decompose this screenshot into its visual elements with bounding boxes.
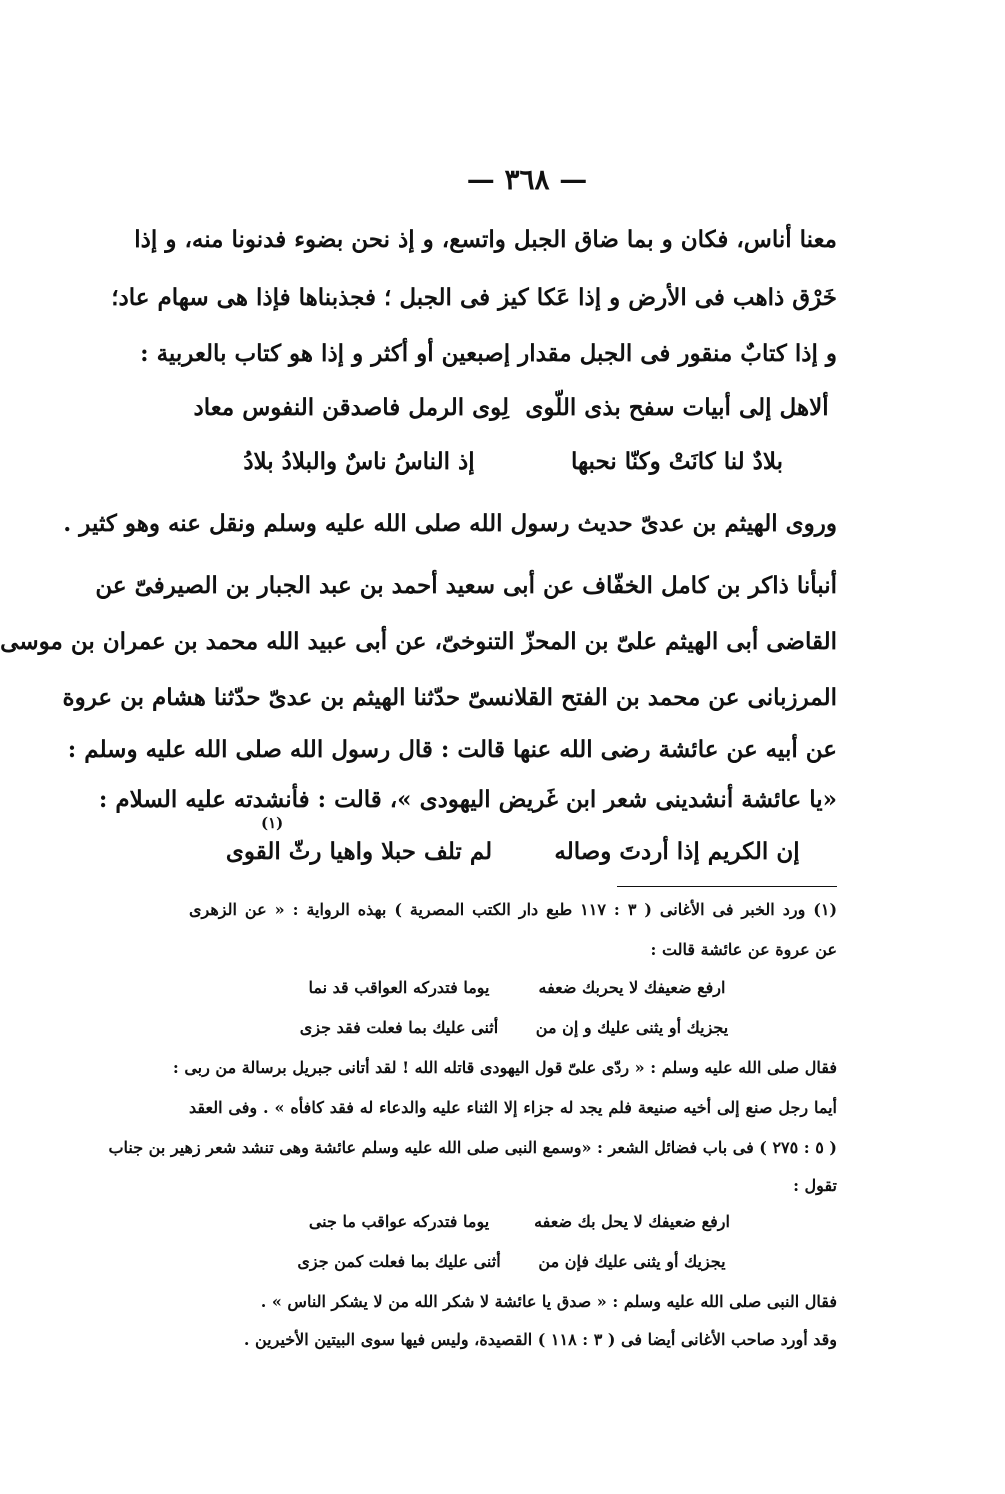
- footnote-verse-a1-first: ارفع ضعيفك لا يحربك ضعفه: [538, 978, 726, 997]
- footnote-line-1: (١) ورد الخبر فى الأغانى ( ٣ : ١١٧ طبع دار الكتب المصرية ) بهذه الرواية : « عن الزهرى: [189, 900, 838, 919]
- footnote-para-line-2: أيما رجل صنع إلى أخيه صنيعة فلم يجد له جزاء إلا الثناء عليه والدعاء له فقد كافأه » . وفى العقد: [189, 1098, 837, 1117]
- footnote-para-line-4: تقول :: [793, 1176, 837, 1195]
- footnote-marker: (١): [261, 814, 284, 832]
- footnote-verse-b2-second: أثنى عليك بما فعلت كمن جزى: [297, 1252, 501, 1271]
- footnote-para-line-1: فقال صلى الله عليه وسلم : « ردّى علىّ قول اليهودى قاتله الله ! لقد أتانى جبريل برسالة من ربى :: [172, 1058, 837, 1077]
- verse-1: [189, 394, 837, 434]
- footnote-verse-b1-second: يوما فتدركه عواقب ما جنى: [308, 1212, 490, 1231]
- para-3-line-1: أنبأنا ذاكر بن كامل الخفّاف عن أبى سعيد أحمد بن عبد الجبار بن الصيرفىّ عن: [95, 572, 837, 599]
- verse-1-first-hemistich: ألاهل إلى أبيات سفح بذى اللّوى: [525, 394, 829, 421]
- footnote-verse-b2: [189, 1252, 837, 1280]
- footnote-verse-b1-first: ارفع ضعيفك لا يحل بك ضعفه: [534, 1212, 730, 1231]
- verse-3: [189, 838, 837, 878]
- footnote-verse-b1: [189, 1212, 837, 1240]
- main-line-2: خَرْق ذاهب فى الأرض و إذا عَكا كيز فى الجبل ؛ فجذبناها فإذا هى سهام عاد؛: [111, 284, 837, 311]
- main-line-1: معنا أناس، فكان و بما ضاق الجبل واتسع، و إذ نحن بضوء فدنونا منه، و إذا: [134, 226, 837, 253]
- footnote-para-line-3: ( ٥ : ٢٧٥ ) فى باب فضائل الشعر : «وسمع النبى صلى الله عليه وسلم عائشة وهى تنشد شعر زهير بن جناب: [108, 1138, 837, 1157]
- verse-3-second-hemistich: لم تلف حبلا واهيا رثّ القوى: [225, 838, 493, 865]
- verse-1-second-hemistich: لِوى الرمل فاصدقن النفوس معاد: [193, 394, 509, 421]
- verse-2: [189, 448, 837, 488]
- footnote-line-2: عن عروة عن عائشة قالت :: [650, 940, 837, 959]
- footnote-verse-a1-second: يوما فتدركه العواقب قد نما: [308, 978, 490, 997]
- para-3-line-3: المرزبانى عن محمد بن الفتح القلانسىّ حدّثنا الهيثم بن عدىّ حدّثنا هشام بن عروة: [62, 684, 837, 711]
- footnote-verse-a2-second: أثنى عليك بما فعلت فقد جزى: [299, 1018, 499, 1037]
- footnote-separator: [617, 886, 837, 887]
- para-3-line-4: عن أبيه عن عائشة رضى الله عنها قالت : قال رسول الله صلى الله عليه وسلم :: [67, 736, 837, 763]
- main-line-3: و إذا كتابٌ منقور فى الجبل مقدار إصبعين أو أكثر و إذا هو كتاب بالعربية :: [140, 340, 837, 367]
- para-3-line-5: «يا عائشة أنشدينى شعر ابن غَريض اليهودى »، قالت : فأنشدته عليه السلام :: [98, 786, 837, 813]
- footnote-verse-a1: [189, 978, 837, 1006]
- page-number: — ٣٦٨ —: [466, 163, 588, 196]
- verse-2-first-hemistich: بلادٌ لنا كانَتْ وكنّا نحبها: [570, 448, 784, 475]
- footnote-line-last: وقد أورد صاحب الأغانى أيضا فى ( ٣ : ١١٨ ) القصيدة، وليس فيها سوى البيتين الأخيرين .: [243, 1330, 837, 1349]
- footnote-verse-a2: [189, 1018, 837, 1046]
- para-3-line-2: القاضى أبى الهيثم علىّ بن المحزّ التنوخىّ، عن أبى عبيد الله محمد بن عمران بن موسى: [0, 628, 837, 655]
- para-2: وروى الهيثم بن عدىّ حديث رسول الله صلى الله عليه وسلم ونقل عنه وهو كثير .: [63, 510, 837, 537]
- footnote-verse-a2-first: يجزيك أو يثنى عليك و إن من: [535, 1018, 729, 1037]
- footnote-verse-b2-first: يجزيك أو يثنى عليك فإن من: [538, 1252, 726, 1271]
- verse-3-first-hemistich: إن الكريم إذا أردتَ وصاله: [554, 838, 800, 865]
- footnote-line-after: فقال النبى صلى الله عليه وسلم : « صدق يا عائشة لا شكر الله من لا يشكر الناس » .: [260, 1292, 837, 1311]
- verse-2-second-hemistich: إذ الناسُ ناسٌ والبلادُ بلادُ: [243, 448, 475, 475]
